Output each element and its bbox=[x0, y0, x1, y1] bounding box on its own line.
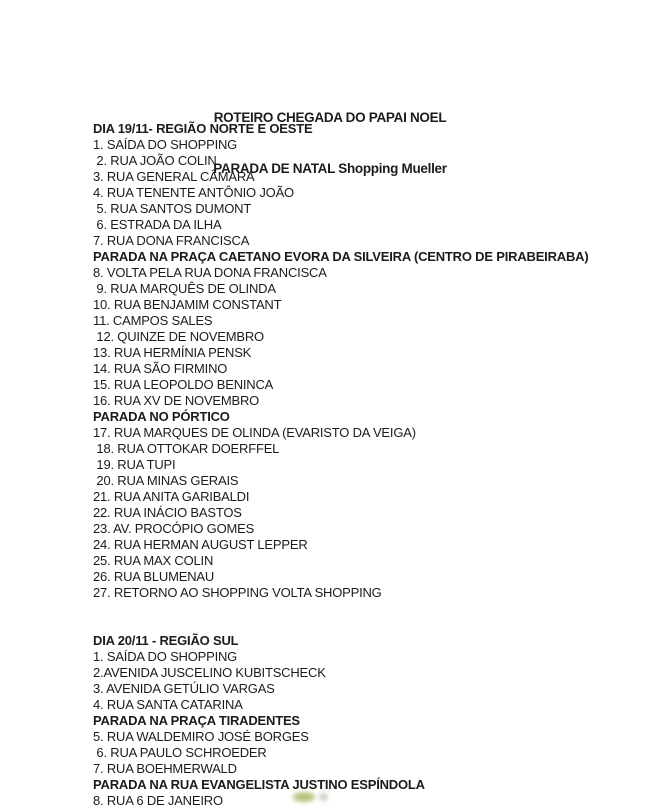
route-step: 20. RUA MINAS GERAIS bbox=[93, 473, 239, 488]
route-step: 13. RUA HERMÍNIA PENSK bbox=[93, 345, 252, 360]
route-step: 26. RUA BLUMENAU bbox=[93, 569, 215, 584]
route-step: 9. RUA MARQUÊS DE OLINDA bbox=[93, 281, 276, 296]
title-line-2: PARADA DE NATAL Shopping Mueller bbox=[213, 161, 447, 176]
route-step: 16. RUA XV DE NOVEMBRO bbox=[93, 393, 260, 408]
route-step: 11. CAMPOS SALES bbox=[93, 313, 213, 328]
route-step: 18. RUA OTTOKAR DOERFFEL bbox=[93, 441, 280, 456]
route-step: 2. RUA JOÃO COLIN bbox=[93, 153, 217, 168]
route-section bbox=[93, 633, 588, 809]
route-step: 19. RUA TUPI bbox=[93, 457, 176, 472]
stop-heading: PARADA NA PRAÇA CAETANO EVORA DA SILVEIRA (CENTRO DE PIRABEIRABA) bbox=[93, 249, 589, 264]
route-step: 6. ESTRADA DA ILHA bbox=[93, 217, 222, 232]
route-step: 21. RUA ANITA GARIBALDI bbox=[93, 489, 250, 504]
route-step: 17. RUA MARQUES DE OLINDA (EVARISTO DA VEIGA) bbox=[93, 425, 416, 440]
route-step: 23. AV. PROCÓPIO GOMES bbox=[93, 521, 255, 536]
route-step: 14. RUA SÃO FIRMINO bbox=[93, 361, 228, 376]
route-step: 10. RUA BENJAMIM CONSTANT bbox=[93, 297, 282, 312]
route-step: 4. RUA SANTA CATARINA bbox=[93, 697, 243, 712]
title-line-1: ROTEIRO CHEGADA DO PAPAI NOEL bbox=[213, 110, 447, 125]
route-step: 24. RUA HERMAN AUGUST LEPPER bbox=[93, 537, 308, 552]
route-step: 8. RUA 6 DE JANEIRO bbox=[93, 793, 223, 808]
route-step: 2.AVENIDA JUSCELINO KUBITSCHECK bbox=[93, 665, 326, 680]
route-step: 3. AVENIDA GETÚLIO VARGAS bbox=[93, 681, 275, 696]
stop-heading: PARADA NO PÓRTICO bbox=[93, 409, 230, 424]
route-step: 15. RUA LEOPOLDO BENINCA bbox=[93, 377, 274, 392]
route-step: 5. RUA SANTOS DUMONT bbox=[93, 201, 252, 216]
route-step: 27. RETORNO AO SHOPPING VOLTA SHOPPING bbox=[93, 585, 382, 600]
route-step: 12. QUINZE DE NOVEMBRO bbox=[93, 329, 264, 344]
route-step: 7. RUA DONA FRANCISCA bbox=[93, 233, 250, 248]
stop-heading: PARADA NA PRAÇA TIRADENTES bbox=[93, 713, 300, 728]
route-step: 1. SAÍDA DO SHOPPING bbox=[93, 649, 238, 664]
route-step: 25. RUA MAX COLIN bbox=[93, 553, 214, 568]
route-section bbox=[93, 121, 588, 601]
route-step: 7. RUA BOEHMERWALD bbox=[93, 761, 237, 776]
route-step: 5. RUA WALDEMIRO JOSÉ BORGES bbox=[93, 729, 309, 744]
route-step: 4. RUA TENENTE ANTÔNIO JOÃO bbox=[93, 185, 294, 200]
route-step: 6. RUA PAULO SCHROEDER bbox=[93, 745, 267, 760]
route-step: 22. RUA INÁCIO BASTOS bbox=[93, 505, 242, 520]
stop-heading: PARADA NA RUA EVANGELISTA JUSTINO ESPÍNDOLA bbox=[93, 777, 425, 792]
day-heading: DIA 20/11 - REGIÃO SUL bbox=[93, 633, 239, 648]
route-step: 3. RUA GENERAL CÂMARA bbox=[93, 169, 255, 184]
day-heading: DIA 19/11- REGIÃO NORTE E OESTE bbox=[93, 121, 313, 136]
route-step: 1. SAÍDA DO SHOPPING bbox=[93, 137, 238, 152]
route-step: 8. VOLTA PELA RUA DONA FRANCISCA bbox=[93, 265, 327, 280]
route-sections bbox=[93, 121, 588, 809]
